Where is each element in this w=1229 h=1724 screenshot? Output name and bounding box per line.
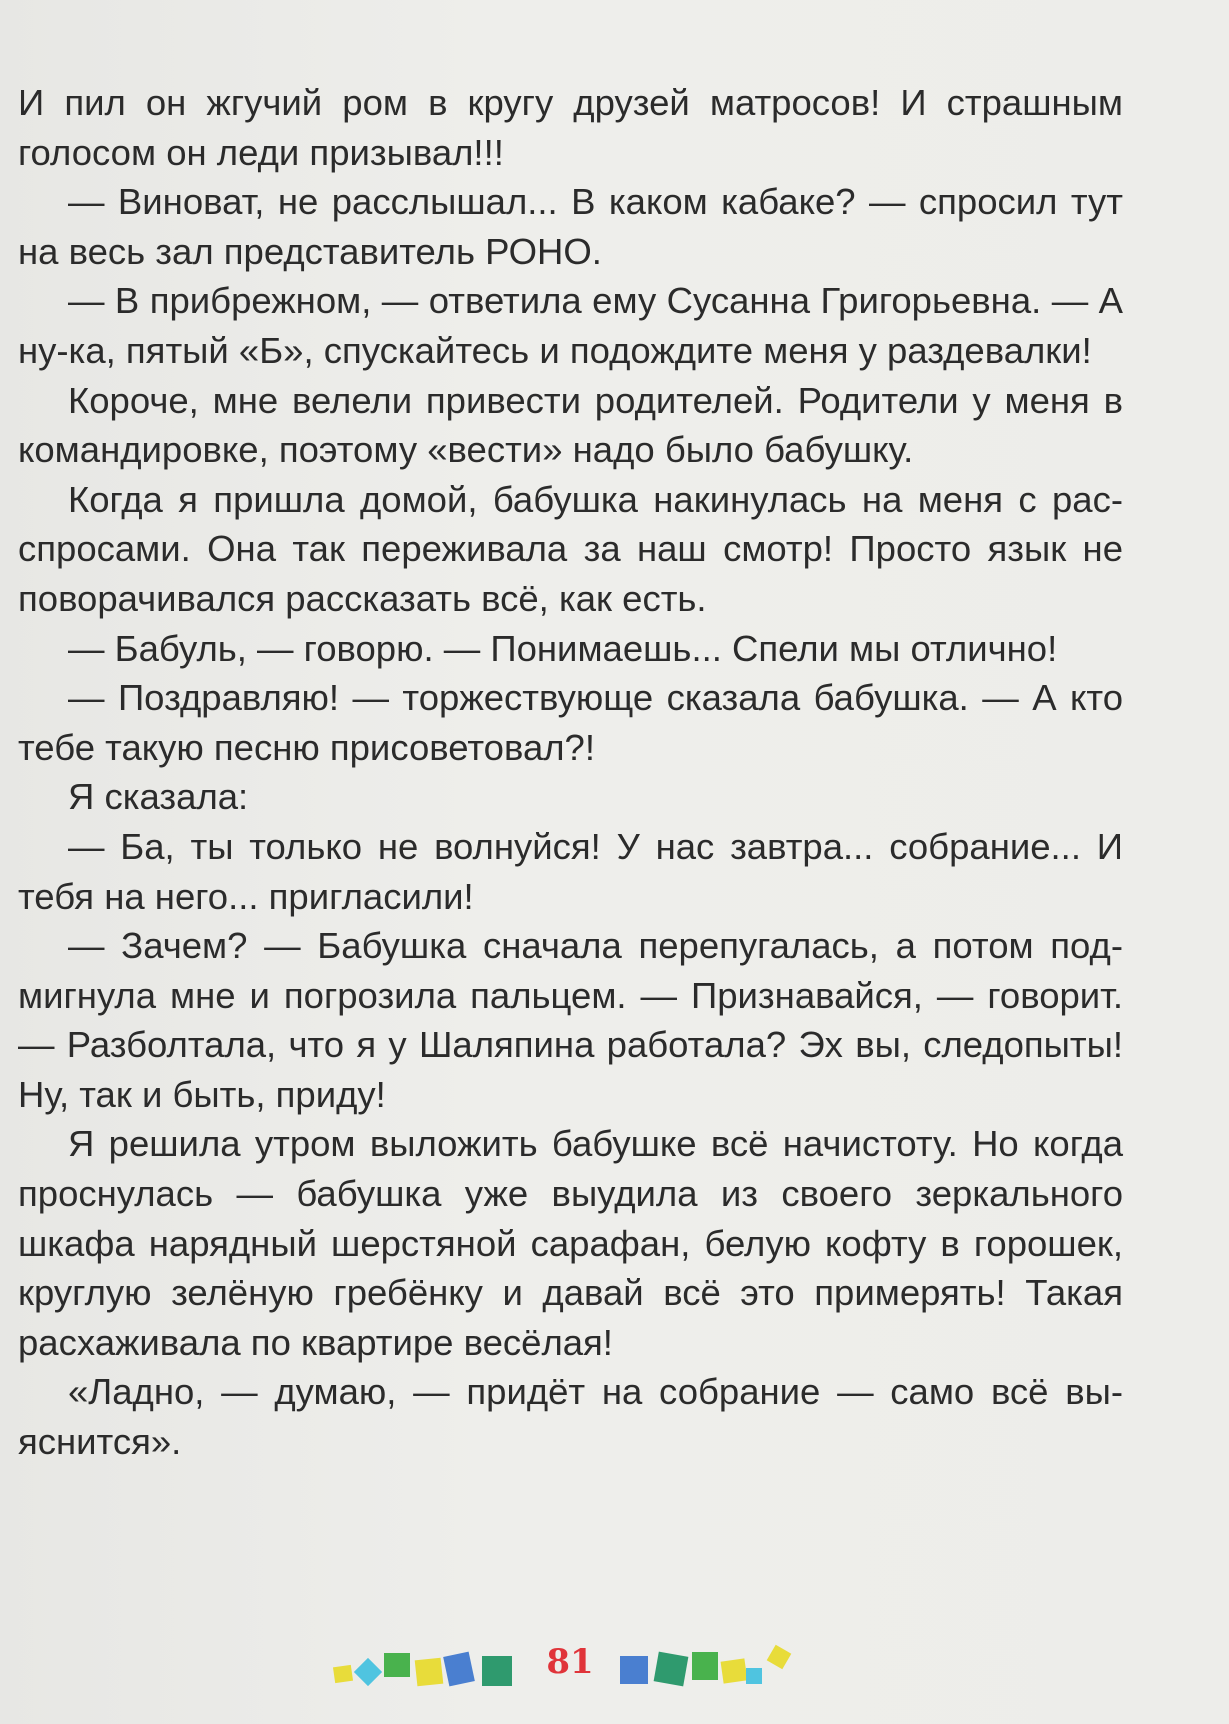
paragraph: — Виноват, не расслышал... В каком кабаке? — спросил тут на весь зал представитель РОНО. xyxy=(18,181,1123,272)
decor-square xyxy=(692,1652,718,1680)
decor-square xyxy=(482,1656,512,1686)
decor-square xyxy=(746,1668,762,1684)
body-text xyxy=(18,78,1123,1467)
paragraph: И пил он жгучий ром в кругу друзей матросов! И страшным голосом он леди призывал!!! xyxy=(18,82,1123,173)
decor-square xyxy=(721,1658,748,1683)
paragraph: — В прибрежном, — ответила ему Сусанна Григорьевна. — А ну-ка, пятый «Б», спускайтесь и подождите меня у раздевалки! xyxy=(18,280,1123,371)
decor-square xyxy=(443,1652,475,1687)
page-number: 81 xyxy=(546,1642,594,1682)
paragraph: Я решила утром выложить бабушке всё начистоту. Но когда проснулась — бабушка уже выудила из своего зеркального шкафа нарядный шерстяной сарафан, белую кофту в горошек, круглую зелёную гребёнку и давай всё это примерять! Такая расхаживала по квартире весёлая! xyxy=(18,1123,1123,1363)
decor-square xyxy=(415,1658,444,1687)
decor-square xyxy=(384,1653,410,1677)
footer-decoration xyxy=(0,1640,1229,1700)
paragraph: Короче, мне велели привести родителей. Родители у меня в командировке, поэтому «вести» надо было бабушку. xyxy=(18,379,1123,471)
decor-square xyxy=(767,1645,792,1670)
paragraph: — Зачем? — Бабушка сначала перепугалась, а потом подмигнула мне и погрозила пальцем. — Признавайся, — говорит. — Разболтала, что я у Шаляпина работала? Эх вы, следопыты! Ну, так и быть, приду! xyxy=(18,925,1123,1115)
decor-square xyxy=(654,1652,689,1687)
paragraph: — Ба, ты только не волнуйся! У нас завтра... собрание... И тебя на него... пригласили! xyxy=(18,825,1123,917)
paragraph: «Ладно, — думаю, — придёт на собрание — само всё выяснится». xyxy=(18,1371,1123,1463)
paragraph: Я сказала: xyxy=(68,776,249,818)
paragraph: Когда я пришла домой, бабушка накинулась на меня с расспросами. Она так переживала за наш смотр! Просто язык не поворачивался рассказать всё, как есть. xyxy=(18,478,1123,619)
decor-square xyxy=(354,1658,382,1686)
decor-square xyxy=(333,1665,353,1683)
paragraph: — Поздравляю! — торжествующе сказала бабушка. — А кто тебе такую песню присоветовал?! xyxy=(18,677,1123,768)
decor-square xyxy=(620,1656,648,1684)
paragraph: — Бабуль, — говорю. — Понимаешь... Спели мы отлично! xyxy=(68,627,1058,669)
